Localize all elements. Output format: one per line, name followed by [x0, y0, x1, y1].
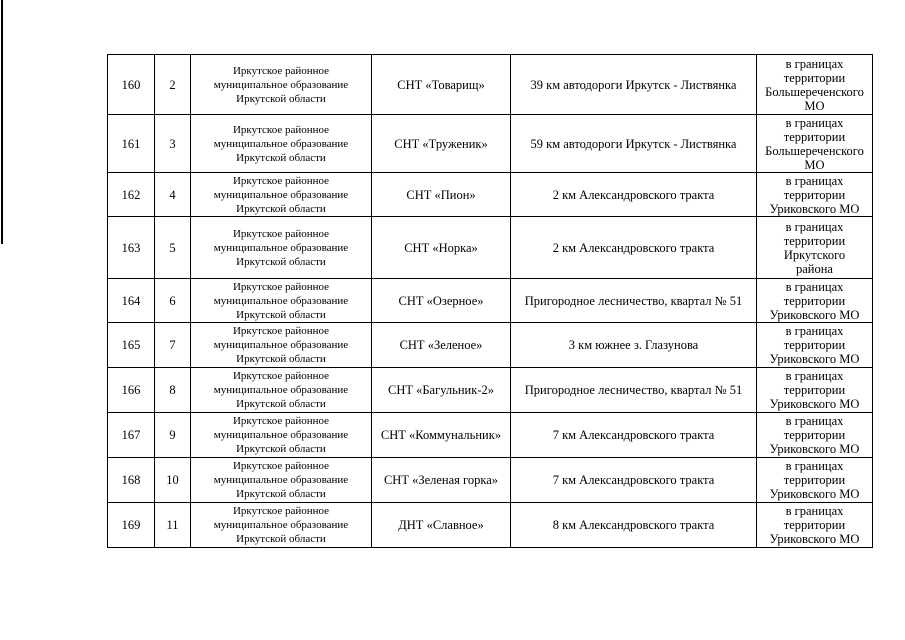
- record-number-cell: 166: [108, 368, 155, 413]
- boundary-line: территории: [783, 383, 846, 397]
- record-number-cell: 168: [108, 458, 155, 503]
- municipality-cell: [191, 503, 372, 548]
- boundary-line: в границах: [785, 279, 844, 294]
- index-cell: 3: [155, 115, 191, 173]
- boundary-line: территории: [783, 293, 846, 308]
- municipality-line: Иркутской области: [236, 443, 326, 455]
- boundary-line: территории: [783, 428, 846, 442]
- index-cell: 8: [155, 368, 191, 413]
- table-row: [108, 279, 873, 323]
- municipality-line: Иркутское районное: [232, 415, 330, 427]
- municipality-line: муниципальное образование: [213, 519, 349, 531]
- table-row: [108, 413, 873, 458]
- boundary-line: территории: [783, 70, 846, 85]
- boundary-line: в границах: [785, 459, 844, 473]
- boundary-cell: [757, 173, 873, 217]
- municipality-line: муниципальное образование: [213, 188, 349, 201]
- municipality-cell: [191, 115, 372, 173]
- record-number-cell: 169: [108, 503, 155, 548]
- municipality-cell: [191, 368, 372, 413]
- partnership-name-cell: СНТ «Коммунальник»: [372, 413, 511, 458]
- location-cell: Пригородное лесничество, квартал № 51: [511, 279, 757, 323]
- index-cell: 6: [155, 279, 191, 323]
- location-cell: 7 км Александровского тракта: [511, 458, 757, 503]
- boundary-line: района: [796, 261, 833, 276]
- boundary-cell: [757, 217, 873, 279]
- table-row: [108, 173, 873, 217]
- table-row: [108, 323, 873, 368]
- table-row: [108, 368, 873, 413]
- location-cell: Пригородное лесничество, квартал № 51: [511, 368, 757, 413]
- municipality-line: Иркутской области: [236, 308, 326, 321]
- municipality-cell: [191, 323, 372, 368]
- boundary-cell: [757, 368, 873, 413]
- boundary-line: территории: [783, 129, 846, 144]
- municipality-line: Иркутское районное: [232, 123, 330, 136]
- partnership-name-cell: СНТ «Труженик»: [372, 115, 511, 173]
- partnership-name-cell: СНТ «Озерное»: [372, 279, 511, 323]
- boundary-cell: [757, 413, 873, 458]
- boundary-line: в границах: [785, 219, 844, 234]
- table-row: [108, 458, 873, 503]
- boundary-line: Уриковского МО: [769, 397, 860, 411]
- index-cell: 9: [155, 413, 191, 458]
- boundary-line: в границах: [785, 173, 844, 188]
- boundary-line: территории: [783, 338, 846, 352]
- index-cell: 2: [155, 55, 191, 115]
- municipality-line: Иркутской области: [236, 151, 326, 164]
- partnership-name-cell: ДНТ «Славное»: [372, 503, 511, 548]
- record-number-cell: 160: [108, 55, 155, 115]
- record-number-cell: 162: [108, 173, 155, 217]
- boundary-line: территории: [783, 187, 846, 202]
- municipality-line: муниципальное образование: [213, 78, 349, 91]
- table-row: [108, 217, 873, 279]
- partnership-name-cell: СНТ «Зеленое»: [372, 323, 511, 368]
- municipality-line: Иркутской области: [236, 533, 326, 545]
- boundary-line: Уриковского МО: [769, 307, 860, 322]
- boundary-cell: [757, 55, 873, 115]
- boundary-line: Уриковского МО: [769, 442, 860, 456]
- location-cell: 2 км Александровского тракта: [511, 217, 757, 279]
- location-cell: 39 км автодороги Иркутск - Листвянка: [511, 55, 757, 115]
- page-edge-line: [1, 0, 3, 244]
- record-number-cell: 165: [108, 323, 155, 368]
- boundary-line: Уриковского МО: [769, 352, 860, 366]
- municipality-cell: [191, 55, 372, 115]
- municipality-line: Иркутской области: [236, 92, 326, 105]
- municipality-cell: [191, 279, 372, 323]
- boundary-line: в границах: [785, 324, 844, 338]
- municipality-line: муниципальное образование: [213, 339, 349, 351]
- boundary-line: Иркутского: [783, 247, 846, 262]
- boundary-line: Уриковского МО: [769, 201, 860, 216]
- boundary-cell: [757, 503, 873, 548]
- boundary-line: в границах: [785, 56, 844, 71]
- boundary-line: Большереченского: [765, 143, 864, 158]
- boundary-line: в границах: [785, 504, 844, 518]
- boundary-line: территории: [783, 518, 846, 532]
- location-cell: 2 км Александровского тракта: [511, 173, 757, 217]
- index-cell: 4: [155, 173, 191, 217]
- index-cell: 11: [155, 503, 191, 548]
- index-cell: 5: [155, 217, 191, 279]
- index-cell: 10: [155, 458, 191, 503]
- location-cell: 7 км Александровского тракта: [511, 413, 757, 458]
- municipality-line: Иркутское районное: [232, 64, 330, 77]
- boundary-cell: [757, 115, 873, 173]
- table-row: [108, 55, 873, 115]
- municipality-line: муниципальное образование: [213, 294, 349, 307]
- municipality-line: Иркутской области: [236, 398, 326, 410]
- boundary-line: в границах: [785, 369, 844, 383]
- partnership-name-cell: СНТ «Пион»: [372, 173, 511, 217]
- boundary-line: Большереченского: [765, 84, 864, 99]
- partnership-name-cell: СНТ «Зеленая горка»: [372, 458, 511, 503]
- partnership-name-cell: СНТ «Норка»: [372, 217, 511, 279]
- location-cell: 8 км Александровского тракта: [511, 503, 757, 548]
- municipality-cell: [191, 173, 372, 217]
- municipality-line: Иркутской области: [236, 255, 326, 268]
- partnership-name-cell: СНТ «Товарищ»: [372, 55, 511, 115]
- municipality-line: Иркутское районное: [232, 227, 330, 240]
- municipality-line: Иркутское районное: [232, 325, 330, 337]
- municipality-cell: [191, 458, 372, 503]
- boundary-line: Уриковского МО: [769, 532, 860, 546]
- index-cell: 7: [155, 323, 191, 368]
- municipality-cell: [191, 413, 372, 458]
- boundary-line: территории: [783, 233, 846, 248]
- boundary-line: в границах: [785, 115, 844, 130]
- municipality-line: Иркутское районное: [232, 460, 330, 472]
- municipality-line: Иркутское районное: [232, 505, 330, 517]
- table-row: [108, 115, 873, 173]
- boundary-line: Уриковского МО: [769, 487, 860, 501]
- municipality-line: Иркутское районное: [232, 174, 330, 187]
- location-cell: 3 км южнее з. Глазунова: [511, 323, 757, 368]
- record-number-cell: 164: [108, 279, 155, 323]
- municipality-line: Иркутское районное: [232, 370, 330, 382]
- registry-table-body: [108, 55, 873, 548]
- boundary-line: МО: [804, 157, 825, 172]
- record-number-cell: 161: [108, 115, 155, 173]
- boundary-line: МО: [804, 98, 825, 113]
- municipality-line: муниципальное образование: [213, 474, 349, 486]
- location-cell: 59 км автодороги Иркутск - Листвянка: [511, 115, 757, 173]
- boundary-cell: [757, 458, 873, 503]
- table-row: [108, 503, 873, 548]
- record-number-cell: 163: [108, 217, 155, 279]
- boundary-line: территории: [783, 473, 846, 487]
- municipality-line: Иркутской области: [236, 353, 326, 365]
- municipality-line: муниципальное образование: [213, 429, 349, 441]
- boundary-cell: [757, 279, 873, 323]
- boundary-cell: [757, 323, 873, 368]
- record-number-cell: 167: [108, 413, 155, 458]
- municipality-cell: [191, 217, 372, 279]
- municipality-line: Иркутской области: [236, 488, 326, 500]
- municipality-line: муниципальное образование: [213, 384, 349, 396]
- municipality-line: Иркутской области: [236, 202, 326, 215]
- partnership-name-cell: СНТ «Багульник-2»: [372, 368, 511, 413]
- municipality-line: Иркутское районное: [232, 280, 330, 293]
- municipality-line: муниципальное образование: [213, 137, 349, 150]
- registry-table: [107, 54, 873, 548]
- municipality-line: муниципальное образование: [213, 241, 349, 254]
- boundary-line: в границах: [785, 414, 844, 428]
